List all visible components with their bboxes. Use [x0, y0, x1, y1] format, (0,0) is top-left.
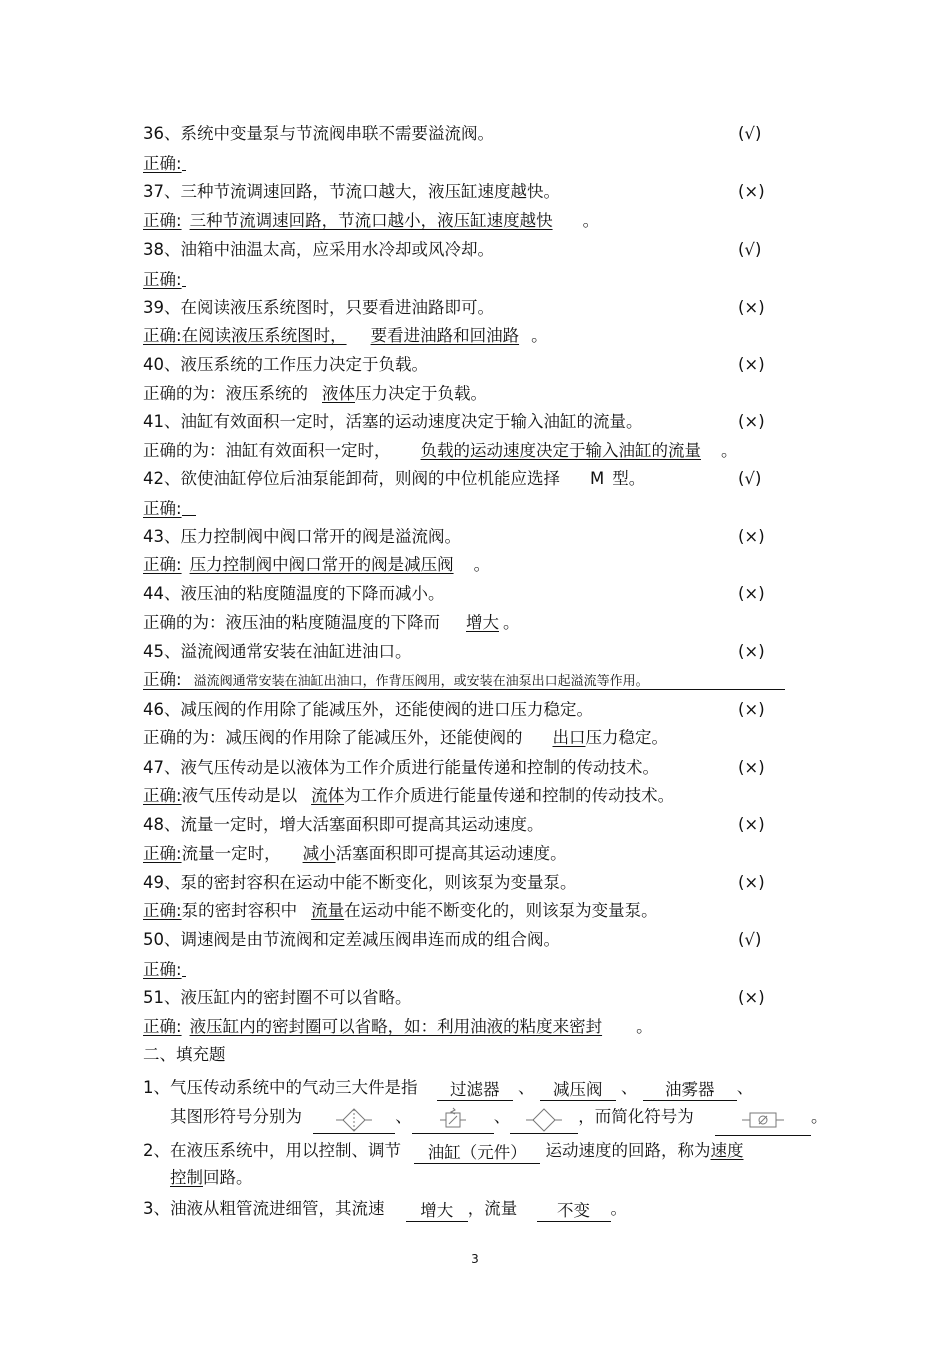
fill-answer: 不变 — [537, 1201, 611, 1222]
correction-end: 。 — [721, 441, 738, 460]
separator: 、 — [493, 1107, 511, 1126]
correction-36 — [143, 150, 803, 176]
question-39 — [143, 295, 803, 321]
correction-48 — [143, 841, 803, 867]
fill-answer: 油缸（元件） — [414, 1143, 540, 1164]
filter-symbol — [313, 1107, 395, 1134]
correction-43 — [143, 552, 803, 578]
question-text: 40、液压系统的工作压力决定于负载。 — [143, 355, 428, 374]
correction-answer: 要看进油路和回油路 — [370, 326, 520, 345]
fill-2 — [143, 1138, 803, 1164]
blank — [182, 266, 186, 287]
question-48 — [143, 812, 803, 838]
correction-end: 压力稳定。 — [585, 728, 668, 747]
question-text: M — [590, 469, 605, 488]
question-text: 36、系统中变量泵与节流阀串联不需要溢流阀。 — [143, 124, 494, 143]
fill-answer: 油雾器 — [643, 1080, 737, 1101]
correction-end: 。 — [582, 211, 600, 230]
question-38 — [143, 237, 803, 263]
correction-end: 。 — [473, 555, 491, 574]
separator: 、 — [518, 1078, 535, 1097]
correction-end: 。 — [636, 1017, 653, 1036]
fill-text: ，而简化符号为 — [578, 1107, 694, 1126]
fill-text: 回路。 — [203, 1168, 253, 1187]
correction-answer: 负载的运动速度决定于输入油缸的流量 — [420, 441, 701, 460]
fill-text: 1、气压传动系统中的气动三大件是指 — [143, 1078, 418, 1097]
question-text: 39、在阅读液压系统图时，只要看进油路即可。 — [143, 298, 494, 317]
correction-answer: 液压缸内的密封圈可以省略，如：利用油液的粘度来密封 — [189, 1017, 603, 1036]
correction-41 — [143, 438, 803, 464]
correction-label: 正确: — [143, 555, 182, 574]
correction-end: 。 — [503, 613, 520, 632]
fill-answer: 减压阀 — [540, 1080, 616, 1101]
question-text: 型。 — [612, 469, 646, 488]
correction-37 — [143, 208, 803, 234]
question-text: 47、液气压传动是以液体为工作介质进行能量传递和控制的传动技术。 — [143, 758, 659, 777]
question-50 — [143, 927, 803, 953]
question-44 — [143, 581, 803, 607]
section-heading: 二、填充题 — [143, 1045, 226, 1064]
question-47 — [143, 755, 803, 781]
correction-answer: 液体 — [322, 384, 355, 403]
question-text: 38、油箱中油温太高，应采用水冷却或风冷却。 — [143, 240, 494, 259]
correction-answer: 减小 — [302, 844, 336, 863]
question-36 — [143, 121, 803, 147]
question-51 — [143, 985, 803, 1011]
correction-label: 正确: — [143, 499, 182, 518]
correction-answer: 流量一定时， — [181, 844, 281, 863]
question-46 — [143, 697, 803, 723]
question-41 — [143, 409, 803, 435]
correction-answer: 压力控制阀中阀口常开的阀是减压阀 — [189, 555, 454, 574]
verdict-43: (×) — [738, 527, 765, 546]
question-42 — [143, 466, 803, 492]
question-37 — [143, 179, 803, 205]
lubricator-symbol — [510, 1107, 578, 1134]
correction-label: 正确: — [143, 270, 182, 289]
verdict-40: (×) — [738, 355, 765, 374]
separator: 、 — [395, 1107, 412, 1126]
correction-label: 正确的为：油缸有效面积一定时， — [143, 441, 391, 460]
blank — [182, 956, 186, 977]
separator: 、 — [621, 1078, 638, 1097]
correction-38 — [143, 266, 803, 292]
question-text: 48、流量一定时，增大活塞面积即可提高其运动速度。 — [143, 815, 544, 834]
question-text: 46、减压阀的作用除了能减压外，还能使阀的进口压力稳定。 — [143, 700, 593, 719]
fill-text: 运动速度的回路，称为 — [545, 1141, 711, 1160]
correction-answer: 流量 — [311, 901, 345, 920]
correction-answer: 液气压传动是以 — [181, 786, 298, 805]
verdict-47: (×) — [738, 758, 765, 777]
blank — [182, 150, 186, 171]
question-text: 43、压力控制阀中阀口常开的阀是溢流阀。 — [143, 527, 461, 546]
correction-label: 正确的为：液压油的粘度随温度的下降而 — [143, 613, 440, 632]
correction-answer: 增大 — [466, 613, 499, 632]
correction-end: 在运动中能不断变化的，则该泵为变量泵。 — [344, 901, 658, 920]
fill-answer: 过滤器 — [437, 1080, 513, 1101]
filter-icon — [334, 1107, 374, 1133]
correction-label: 正确: — [143, 901, 182, 920]
correction-42 — [143, 495, 803, 521]
verdict-49: (×) — [738, 873, 765, 892]
correction-answer: 在阅读液压系统图时， — [181, 326, 347, 345]
frl-unit-icon — [740, 1109, 786, 1131]
verdict-38: (√) — [738, 240, 762, 259]
verdict-44: (×) — [738, 584, 765, 603]
question-45 — [143, 639, 803, 665]
correction-end: 。 — [531, 326, 548, 345]
verdict-46: (×) — [738, 700, 765, 719]
correction-45 — [143, 667, 785, 690]
correction-answer: 泵的密封容积中 — [181, 901, 298, 920]
correction-47 — [143, 783, 803, 809]
correction-answer: 溢流阀通常安装在油缸出油口，作背压阀用，或安装在油泵出口起溢流等作用。 — [193, 674, 649, 689]
question-text: 42、欲使油缸停位后油泵能卸荷，则阀的中位机能应选择 — [143, 469, 560, 488]
verdict-41: (×) — [738, 412, 765, 431]
correction-answer: 流体 — [311, 786, 345, 805]
verdict-48: (×) — [738, 815, 765, 834]
blank — [182, 495, 196, 516]
question-text: 37、三种节流调速回路，节流口越大，液压缸速度越快。 — [143, 182, 560, 201]
verdict-42: (√) — [738, 469, 762, 488]
verdict-37: (×) — [738, 182, 765, 201]
correction-end: 为工作介质进行能量传递和控制的传动技术。 — [344, 786, 675, 805]
lubricator-icon — [524, 1107, 564, 1133]
correction-answer: 三种节流调速回路，节流口越小，液压缸速度越快 — [189, 211, 553, 230]
correction-51 — [143, 1014, 803, 1040]
verdict-51: (×) — [738, 988, 765, 1007]
correction-label: 正确: — [143, 844, 182, 863]
question-text: 41、油缸有效面积一定时，活塞的运动速度决定于输入油缸的流量。 — [143, 412, 643, 431]
question-40 — [143, 352, 803, 378]
correction-label: 正确: — [143, 1017, 182, 1036]
correction-46 — [143, 725, 803, 751]
correction-end: 活塞面积即可提高其运动速度。 — [335, 844, 567, 863]
fill-1-symbols — [170, 1104, 830, 1136]
regulator-symbol — [412, 1107, 494, 1134]
correction-label: 正确: — [143, 786, 182, 805]
correction-label: 正确: — [143, 154, 182, 173]
verdict-50: (√) — [738, 930, 762, 949]
fill-text: 其图形符号分别为 — [170, 1107, 302, 1126]
question-text: 50、调速阀是由节流阀和定差减压阀串连而成的组合阀。 — [143, 930, 560, 949]
correction-label: 正确: — [143, 960, 182, 979]
question-text: 51、液压缸内的密封圈不可以省略。 — [143, 988, 412, 1007]
verdict-36: (√) — [738, 124, 762, 143]
fill-3 — [143, 1196, 803, 1222]
correction-40 — [143, 381, 803, 407]
correction-50 — [143, 956, 803, 982]
correction-answer: 出口 — [552, 728, 586, 747]
correction-label: 正确: — [143, 211, 182, 230]
verdict-45: (×) — [738, 642, 765, 661]
fill-text: 。 — [610, 1199, 627, 1218]
correction-end: 压力决定于负载。 — [355, 384, 487, 403]
question-text: 45、溢流阀通常安装在油缸进油口。 — [143, 642, 412, 661]
pressure-regulator-icon — [438, 1107, 468, 1133]
fill-1 — [143, 1075, 803, 1101]
fill-text: 3、油液从粗管流进细管，其流速 — [143, 1199, 385, 1218]
correction-39 — [143, 323, 803, 349]
fill-text: ，流量 — [467, 1199, 518, 1218]
fill-answer: 增大 — [406, 1201, 468, 1222]
question-text: 44、液压油的粘度随温度的下降而减小。 — [143, 584, 445, 603]
question-text: 49、泵的密封容积在运动中能不断变化，则该泵为变量泵。 — [143, 873, 577, 892]
combined-symbol — [715, 1109, 811, 1136]
verdict-39: (×) — [738, 298, 765, 317]
correction-label: 正确: — [143, 326, 182, 345]
question-43 — [143, 524, 803, 550]
fill-answer: 速度 — [710, 1141, 744, 1160]
correction-label: 正确: — [143, 670, 182, 689]
fill-2-cont — [170, 1165, 830, 1191]
question-49 — [143, 870, 803, 896]
fill-text: 2、在液压系统中，用以控制、调节 — [143, 1141, 401, 1160]
separator: 。 — [811, 1107, 828, 1126]
separator: 、 — [736, 1078, 754, 1097]
correction-44 — [143, 610, 803, 636]
correction-label: 正确的为：减压阀的作用除了能减压外，还能使阀的 — [143, 728, 523, 747]
correction-label: 正确的为：液压系统的 — [143, 384, 308, 403]
page-number: 3 — [471, 1252, 479, 1266]
correction-49 — [143, 898, 803, 924]
fill-answer: 控制 — [170, 1168, 203, 1187]
